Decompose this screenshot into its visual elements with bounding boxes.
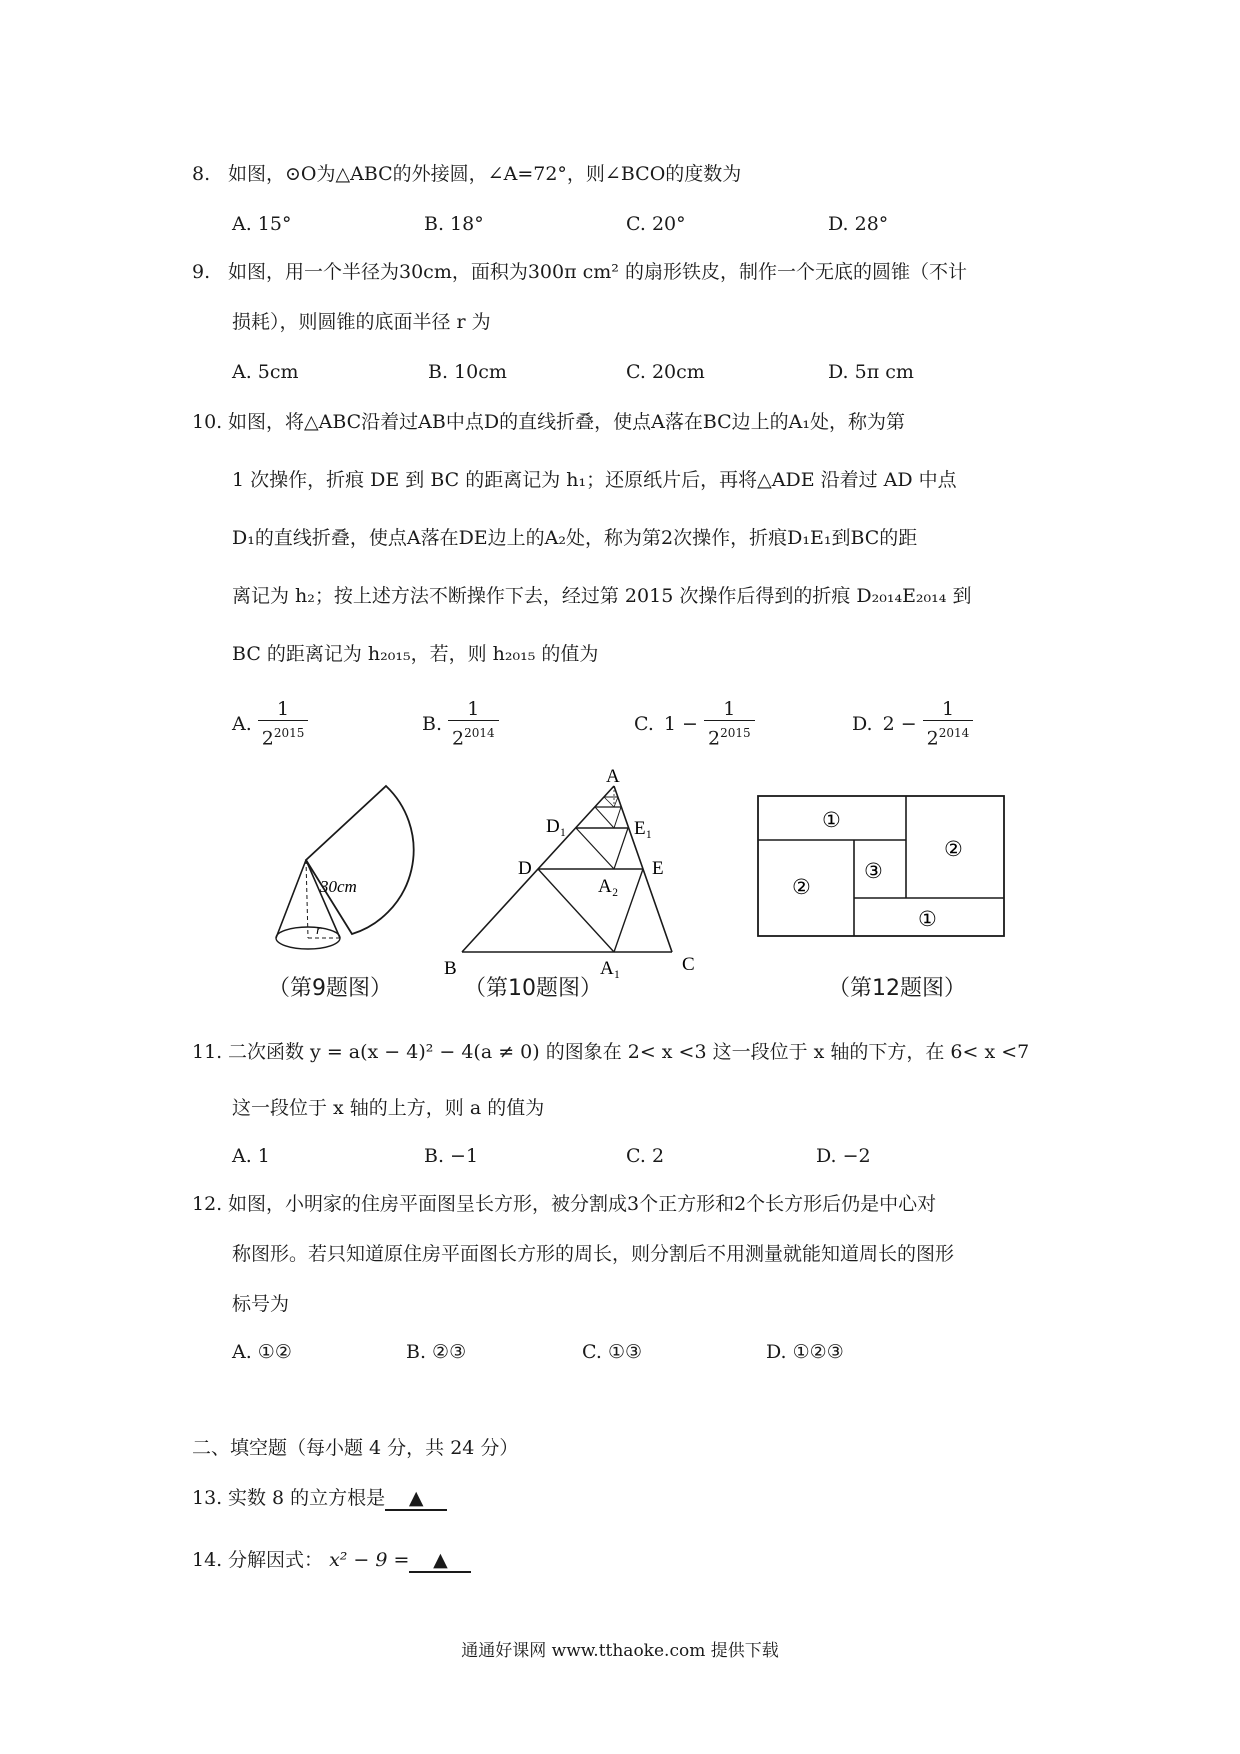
q8-stem: 如图，⊙O为△ABC的外接圆，∠A=72°，则∠BCO的度数为 [228, 163, 742, 185]
radius-label: 30cm [320, 877, 357, 896]
region-label: ② [792, 875, 811, 899]
q9-stem-line1: 如图，用一个半径为30cm，面积为300π cm² 的扇形铁皮，制作一个无底的圆锥（不计 [228, 261, 967, 283]
q8-option-a: A. 15° [232, 213, 292, 235]
numerator: 1 [723, 698, 736, 720]
fig12-caption: （第12题图） [828, 976, 966, 1001]
q9-option-c: C. 20cm [626, 361, 705, 383]
q10-line4: 离记为 h₂；按上述方法不断操作下去，经过第 2015 次操作后得到的折痕 D₂₀₁₄E₂₀₁₄ 到 [232, 585, 972, 607]
base: 2 [707, 727, 721, 750]
q9-option-d: D. 5π cm [828, 361, 914, 383]
q10-option-d [852, 698, 973, 750]
q12-line1: 如图，小明家的住房平面图呈长方形，被分割成3个正方形和2个长方形后仍是中心对 [228, 1193, 937, 1215]
q11-option-d: D. −2 [816, 1145, 871, 1167]
base: 2 [926, 727, 939, 750]
fold-3-left [595, 807, 614, 828]
section-2-title: 二、填空题（每小题 4 分，共 24 分） [192, 1437, 519, 1459]
q14-line [228, 1546, 471, 1574]
denominator [923, 720, 974, 750]
fig9-cone-diagram [260, 766, 420, 1002]
cone-left-edge [276, 860, 306, 938]
label-e1: E₁ [634, 818, 653, 839]
q9-option-a: A. 5cm [232, 361, 299, 383]
q12-number: 12. [192, 1193, 223, 1215]
q9-number: 9. [192, 261, 211, 283]
label-a: A [606, 766, 620, 787]
q11-option-b: B. −1 [424, 1145, 479, 1167]
exponent: 2014 [464, 726, 495, 740]
fraction [258, 698, 309, 750]
q11-number: 11. [192, 1041, 223, 1063]
region-label: ③ [864, 859, 883, 883]
fold-4-left [604, 797, 614, 807]
q11-option-c: C. 2 [626, 1145, 665, 1167]
region-label: ② [944, 837, 963, 861]
option-label: C. [634, 713, 654, 736]
q10-number: 10. [192, 411, 223, 433]
q12-option-d: D. ①②③ [766, 1341, 844, 1363]
numerator: 1 [467, 698, 480, 720]
q14-stem: 分解因式： [228, 1549, 324, 1571]
numerator: 1 [941, 698, 955, 720]
q13-number: 13. [192, 1487, 223, 1509]
q14-expression: x² − 9 = [329, 1549, 410, 1571]
cone-axis [306, 860, 308, 938]
q8-option-b: B. 18° [424, 213, 484, 235]
label-c: C [682, 954, 695, 975]
fold-e1-a2 [614, 828, 628, 869]
region-label: ① [822, 808, 841, 832]
q12-line3: 标号为 [232, 1293, 290, 1315]
region-label: ① [918, 907, 937, 931]
r-label: r [316, 923, 322, 938]
numerator: 1 [277, 698, 290, 720]
q11-line2: 这一段位于 x 轴的上方，则 a 的值为 [232, 1097, 545, 1119]
fig12-floor-plan [756, 794, 1018, 942]
q13-line [228, 1484, 447, 1512]
page-footer: 通通好课网 www.tthaoke.com 提供下载 [461, 1641, 779, 1661]
q9-option-b: B. 10cm [428, 361, 507, 383]
base: 2 [261, 727, 274, 750]
exponent: 2015 [273, 726, 305, 740]
denominator [448, 720, 499, 750]
q14-number: 14. [192, 1549, 223, 1571]
base: 2 [452, 727, 465, 750]
q8-number: 8. [192, 163, 211, 185]
q9-stem-line2: 损耗），则圆锥的底面半径 r 为 [232, 311, 491, 333]
q10-option-a [232, 698, 308, 750]
label-e: E [652, 858, 664, 879]
option-label: D. [852, 713, 873, 736]
q10-line1: 如图，将△ABC沿着过AB中点D的直线折叠，使点A落在BC边上的A₁处，称为第 [228, 411, 906, 433]
fraction [923, 698, 974, 750]
q10-line3: D₁的直线折叠，使点A落在DE边上的A₂处，称为第2次操作，折痕D₁E₁到BC的距 [232, 527, 918, 549]
q13-stem: 实数 8 的立方根是 [228, 1487, 386, 1509]
cone-right-edge [306, 860, 340, 938]
option-label: B. [422, 713, 443, 736]
q10-option-b [422, 698, 499, 750]
q12-option-a: A. ①② [232, 1341, 292, 1363]
q11-line1: 二次函数 y = a(x − 4)² − 4(a ≠ 0) 的图象在 2< x <3 这一段位于 x 轴的下方，在 6< x <7 [228, 1041, 1030, 1063]
q8-option-c: C. 20° [626, 213, 686, 235]
label-d1: D₁ [546, 816, 567, 837]
q10-option-c [634, 698, 755, 750]
exponent: 2015 [720, 726, 751, 740]
q12-option-c: C. ①③ [582, 1341, 643, 1363]
fig10-caption: （第10题图） [464, 976, 602, 1001]
label-d: D [518, 858, 532, 879]
q10-line5: BC 的距离记为 h₂₀₁₅，若，则 h₂₀₁₅ 的值为 [232, 643, 599, 665]
fold-3-right [614, 807, 621, 828]
label-a2: A₂ [598, 876, 619, 897]
label-b: B [444, 958, 457, 979]
fraction [704, 698, 755, 750]
q12-line2: 称图形。若只知道原住房平面图长方形的周长，则分割后不用测量就能知道周长的图形 [232, 1243, 955, 1265]
fold-d1-a2 [576, 828, 614, 869]
q11-option-a: A. 1 [232, 1145, 270, 1167]
fold-4-right [614, 797, 618, 807]
q13-answer-blank[interactable]: ▲ [385, 1487, 447, 1511]
fig10-triangle-diagram [440, 766, 710, 982]
option-label: A. [232, 713, 252, 736]
denominator [258, 720, 309, 750]
q12-option-b: B. ②③ [406, 1341, 467, 1363]
q14-answer-blank[interactable]: ▲ [409, 1549, 471, 1573]
fraction [448, 698, 499, 750]
sector-outline [306, 786, 414, 934]
q10-line2: 1 次操作，折痕 DE 到 BC 的距离记为 h₁；还原纸片后，再将△ADE 沿着过 AD 中点 [232, 469, 957, 491]
denominator [704, 720, 755, 750]
fig9-caption: （第9题图） [268, 976, 392, 1001]
exponent: 2014 [938, 726, 970, 740]
label-a1: A₁ [600, 958, 621, 979]
option-prefix: 2 − [882, 713, 917, 736]
q8-option-d: D. 28° [828, 213, 889, 235]
option-prefix: 1 − [663, 713, 698, 736]
